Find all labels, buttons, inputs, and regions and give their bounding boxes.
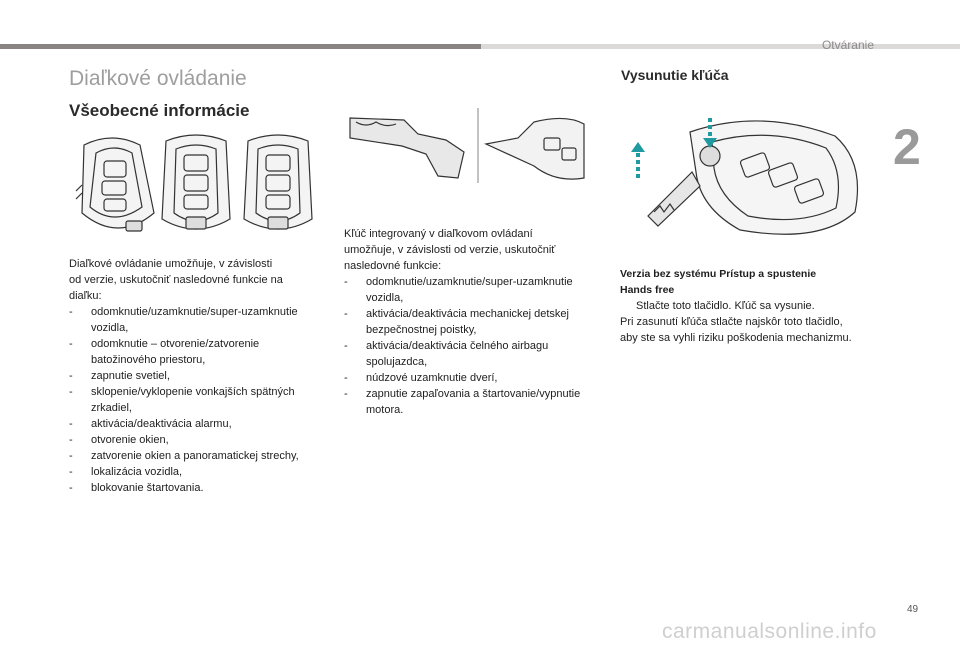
section-heading-general: Všeobecné informácie [69,101,250,120]
key-extension-illustration [630,112,865,247]
integrated-key-text [344,226,602,418]
list-item: - zapnutie svetiel, [69,368,324,384]
version-note: Hands free [620,284,675,296]
general-info-intro-line: Diaľkové ovládanie umožňuje, v závislosti [69,258,273,270]
general-info-text [69,256,324,496]
key-fob-1 [76,138,154,231]
section-heading-key-extension: Vysunutie kľúča [621,67,729,83]
remote-functions-list [69,304,324,496]
header-bar-light [481,44,960,49]
watermark: carmanualsonline.info [662,620,877,643]
list-item: - núdzové uzamknutie dverí, [344,370,602,386]
list-item: - aktivácia/deaktivácia alarmu, [69,416,324,432]
instruction-text: Stlačte toto tlačidlo. Kľúč sa vysunie. [636,300,815,312]
version-note: Verzia bez systému Prístup a spustenie [620,268,817,280]
key-functions-list [344,274,602,418]
key-fob-3 [244,135,312,229]
list-item: - aktivácia/deaktivácia čelného airbagu spolujazdca, [344,338,602,370]
page-number: 49 [907,604,919,615]
list-item: - lokalizácia vozidla, [69,464,324,480]
remote-keys-illustration [72,133,327,238]
caution-line: aby ste sa vyhli riziku poškodenia mechanizmu. [620,332,852,344]
caution-line: Pri zasunutí kľúča stlačte najskôr toto tlačidlo, [620,316,843,328]
page-title: Diaľkové ovládanie [69,67,247,90]
section-label: Otváranie [821,38,874,52]
header-bar-dark [0,44,481,49]
integrated-key-illustration [346,108,586,183]
instruction-bullet [620,298,885,314]
key-fob-2 [162,135,230,229]
general-info-intro-line: diaľku: [69,290,102,302]
list-item: - zatvorenie okien a panoramatickej strechy, [69,448,324,464]
list-item: - odomknutie/uzamknutie/super-uzamknutie vozidla, [69,304,324,336]
list-item: - blokovanie štartovania. [69,480,324,496]
list-item: - otvorenie okien, [69,432,324,448]
list-item: - odomknutie – otvorenie/zatvorenie batožinového priestoru, [69,336,324,368]
list-item: - aktivácia/deaktivácia mechanickej detskej bezpečnostnej poistky, [344,306,602,338]
list-item: - sklopenie/vyklopenie vonkajších spätných zrkadiel, [69,384,324,416]
general-info-intro-line: od verzie, uskutočniť nasledovné funkcie na [69,274,283,286]
chapter-number: 2 [893,119,921,175]
integrated-key-intro-line: nasledovné funkcie: [344,260,442,272]
key-extension-text [620,266,885,346]
list-item: - odomknutie/uzamknutie/super-uzamknutie vozidla, [344,274,602,306]
integrated-key-intro-line: umožňuje, v závislosti od verzie, uskutočniť [344,244,556,256]
integrated-key-intro-line: Kľúč integrovaný v diaľkovom ovládaní [344,228,533,240]
list-item: - zapnutie zapaľovania a štartovanie/vypnutie motora. [344,386,602,418]
